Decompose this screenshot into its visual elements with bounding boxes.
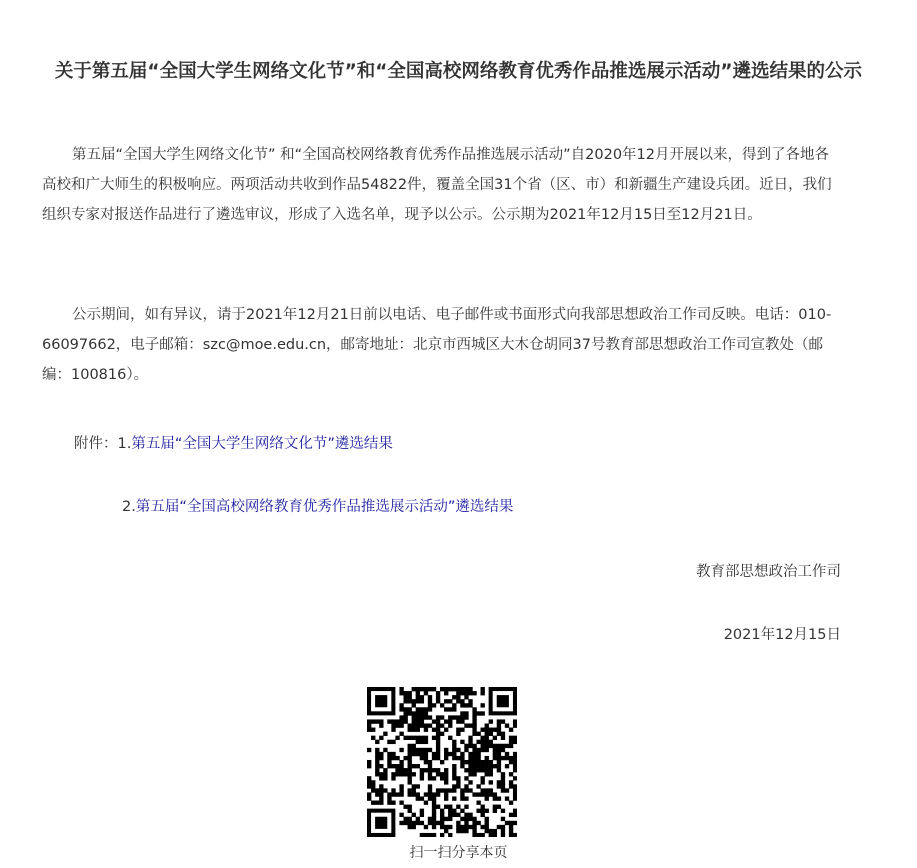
attachment-row-1 — [74, 429, 393, 459]
attachments-prefix: 附件： — [74, 436, 118, 452]
objection-paragraph: 公示期间，如有异议，请于2021年12月21日前以电话、电子邮件或书面形式向我部思想政治工作司反映。电话：010-66097662，电子邮箱：szc@moe.edu.cn，邮寄地址：北京市西城区大木仓胡同37号教育部思想政治工作司宣教处（邮编：100816）。 — [42, 307, 832, 383]
qr-caption: 扫一扫分享本页 — [409, 845, 508, 861]
intro-paragraph: 第五届“全国大学生网络文化节” 和“全国高校网络教育优秀作品推选展示活动”自2020年12月开展以来，得到了各地各高校和广大师生的积极响应。两项活动共收到作品54822件，覆盖全国31个省（区、市）和新疆生产建设兵团。近日，我们组织专家对报送作品进行了遴选审议，形成了入选名单，现予以公示。公示期为2021年12月15日至12月21日。 — [42, 147, 832, 223]
publish-date: 2021年12月15日 — [723, 627, 841, 643]
attachment-row-2 — [122, 492, 513, 522]
attachment-number-1: 1. — [117, 436, 132, 452]
signature: 教育部思想政治工作司 — [696, 564, 841, 580]
qr-code-icon — [367, 687, 517, 837]
attachment-number-2: 2. — [122, 499, 136, 515]
attachment-link-1[interactable]: 第五届“全国大学生网络文化节”遴选结果 — [131, 436, 393, 452]
page-title: 关于第五届“全国大学生网络文化节”和“全国高校网络教育优秀作品推选展示活动”遴选结果的公示 — [54, 61, 863, 83]
attachment-link-2[interactable]: 第五届“全国高校网络教育优秀作品推选展示活动”遴选结果 — [135, 499, 514, 515]
